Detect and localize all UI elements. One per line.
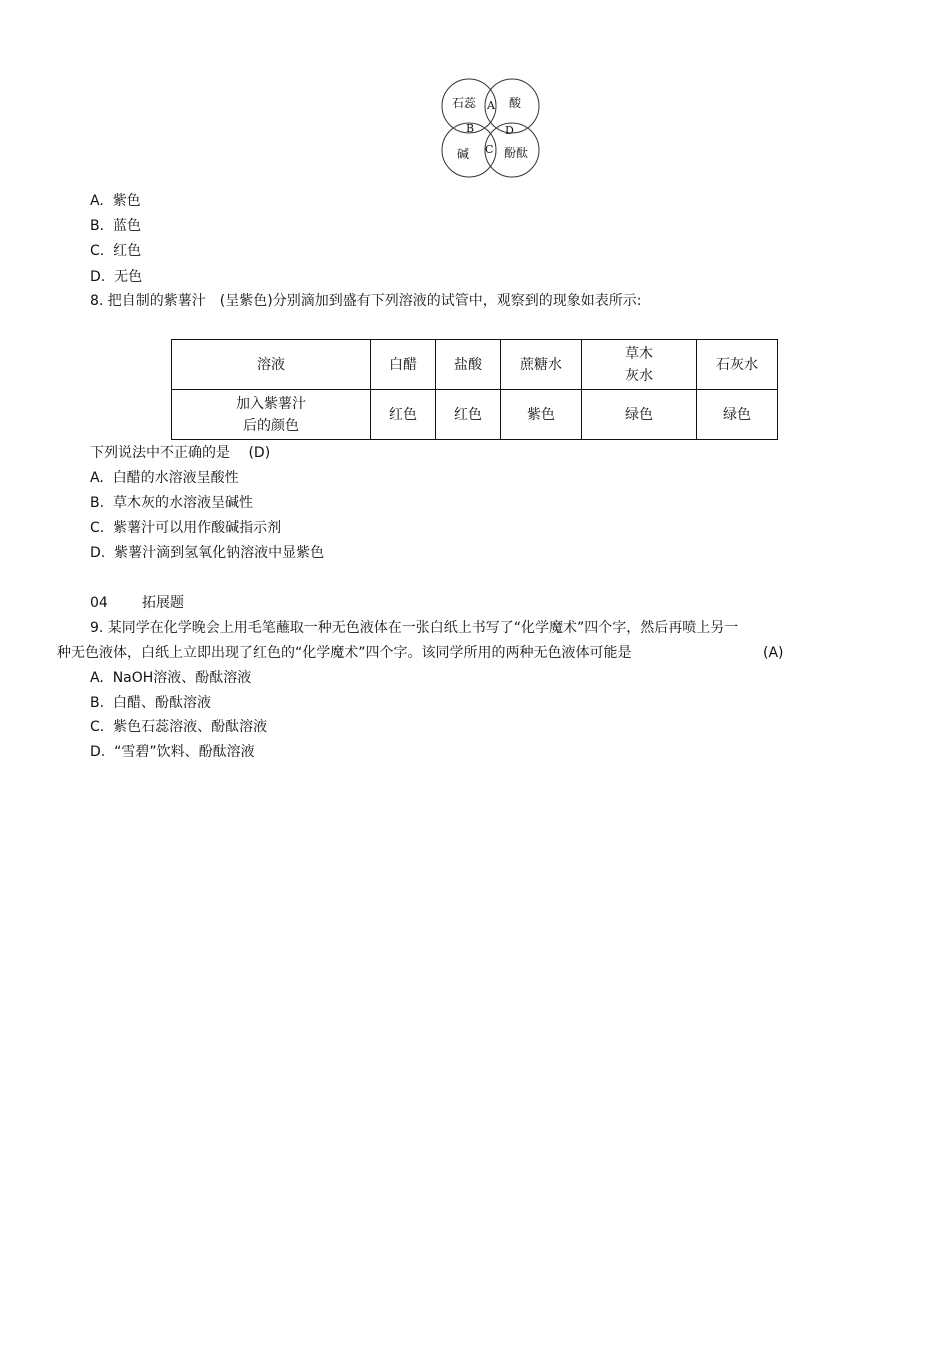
section-title: 拓展题 xyxy=(142,595,184,611)
venn-label-acid: 酸 xyxy=(509,96,522,110)
q9-option-c xyxy=(90,718,267,736)
venn-region-c: C xyxy=(485,143,494,156)
table-cell: 红色 xyxy=(436,390,501,440)
option-letter: A. xyxy=(90,670,104,686)
table-cell: 红色 xyxy=(371,390,436,440)
q8-option-c xyxy=(90,519,281,537)
venn-region-d: D xyxy=(505,124,514,137)
table-row xyxy=(172,390,778,440)
option-letter: C. xyxy=(90,243,105,259)
venn-label-litmus: 石蕊 xyxy=(452,96,477,110)
option-text: NaOH溶液、酚酞溶液 xyxy=(112,670,252,686)
header-line: 草木 xyxy=(625,345,653,362)
q9-option-d xyxy=(90,743,255,761)
option-text: 紫色石蕊溶液、酚酞溶液 xyxy=(113,719,268,735)
table-header-cell: 石灰水 xyxy=(697,340,778,390)
section-number: 04 xyxy=(90,595,108,611)
option-letter: B. xyxy=(90,495,105,511)
q7-option-c xyxy=(90,242,141,260)
q8-option-d xyxy=(90,544,324,562)
q9-option-b xyxy=(90,694,211,712)
q9-answer: (A) xyxy=(763,645,784,661)
table-header-cell: 溶液 xyxy=(172,340,371,390)
option-text: 草木灰的水溶液呈碱性 xyxy=(112,495,253,511)
q7-option-a xyxy=(90,192,141,210)
q8-stem: 8. 把自制的紫薯汁 (呈紫色)分别滴加到盛有下列溶液的试管中，观察到的现象如表所示: xyxy=(90,293,642,309)
option-text: 蓝色 xyxy=(112,218,141,234)
q8-option-a xyxy=(90,469,239,487)
q8-question: 下列说法中不正确的是 (D) xyxy=(90,445,271,461)
table-cell: 绿色 xyxy=(697,390,778,440)
q9-stem-line1: 9. 某同学在化学晚会上用毛笔蘸取一种无色液体在一张白纸上书写了“化学魔术”四个字，然后再喷上另一 xyxy=(90,620,739,636)
q7-option-b xyxy=(90,217,141,235)
option-text: 紫薯汁可以用作酸碱指示剂 xyxy=(113,520,282,536)
q9-option-a xyxy=(90,669,251,687)
table-header-cell: 蔗糖水 xyxy=(501,340,582,390)
venn-region-b: B xyxy=(466,122,475,135)
option-letter: D. xyxy=(90,545,106,561)
table-header-row xyxy=(172,340,778,390)
option-text: 紫色 xyxy=(112,193,141,209)
option-text: 白醋、酚酞溶液 xyxy=(112,695,211,711)
option-text: 无色 xyxy=(114,269,143,285)
venn-region-a: A xyxy=(487,99,495,112)
table-cell: 紫色 xyxy=(501,390,582,440)
observation-table xyxy=(171,339,778,440)
table-row-label xyxy=(172,390,371,440)
option-letter: C. xyxy=(90,719,105,735)
option-letter: D. xyxy=(90,269,106,285)
header-line: 灰水 xyxy=(625,367,653,384)
option-text: 紫薯汁滴到氢氧化钠溶液中显紫色 xyxy=(114,545,325,561)
option-letter: A. xyxy=(90,193,104,209)
venn-diagram xyxy=(439,77,543,181)
table-header-cell: 白醋 xyxy=(371,340,436,390)
venn-label-base: 碱 xyxy=(457,147,470,161)
q9-stem-line2: 种无色液体，白纸上立即出现了红色的“化学魔术”四个字。该同学所用的两种无色液体可能是 xyxy=(57,645,632,661)
table-cell: 绿色 xyxy=(582,390,697,440)
row-label-line: 后的颜色 xyxy=(243,417,299,434)
option-letter: B. xyxy=(90,695,105,711)
option-letter: A. xyxy=(90,470,104,486)
q7-option-d xyxy=(90,268,142,286)
table-header-cell xyxy=(582,340,697,390)
venn-label-phenolphthalein: 酚酞 xyxy=(504,146,529,160)
option-text: 白醋的水溶液呈酸性 xyxy=(112,470,239,486)
option-letter: D. xyxy=(90,744,106,760)
option-text: 红色 xyxy=(113,243,142,259)
option-text: “雪碧”饮料、酚酞溶液 xyxy=(114,744,255,760)
option-letter: C. xyxy=(90,520,105,536)
table-header-cell: 盐酸 xyxy=(436,340,501,390)
row-label-line: 加入紫薯汁 xyxy=(236,395,306,412)
option-letter: B. xyxy=(90,218,105,234)
q8-option-b xyxy=(90,494,253,512)
